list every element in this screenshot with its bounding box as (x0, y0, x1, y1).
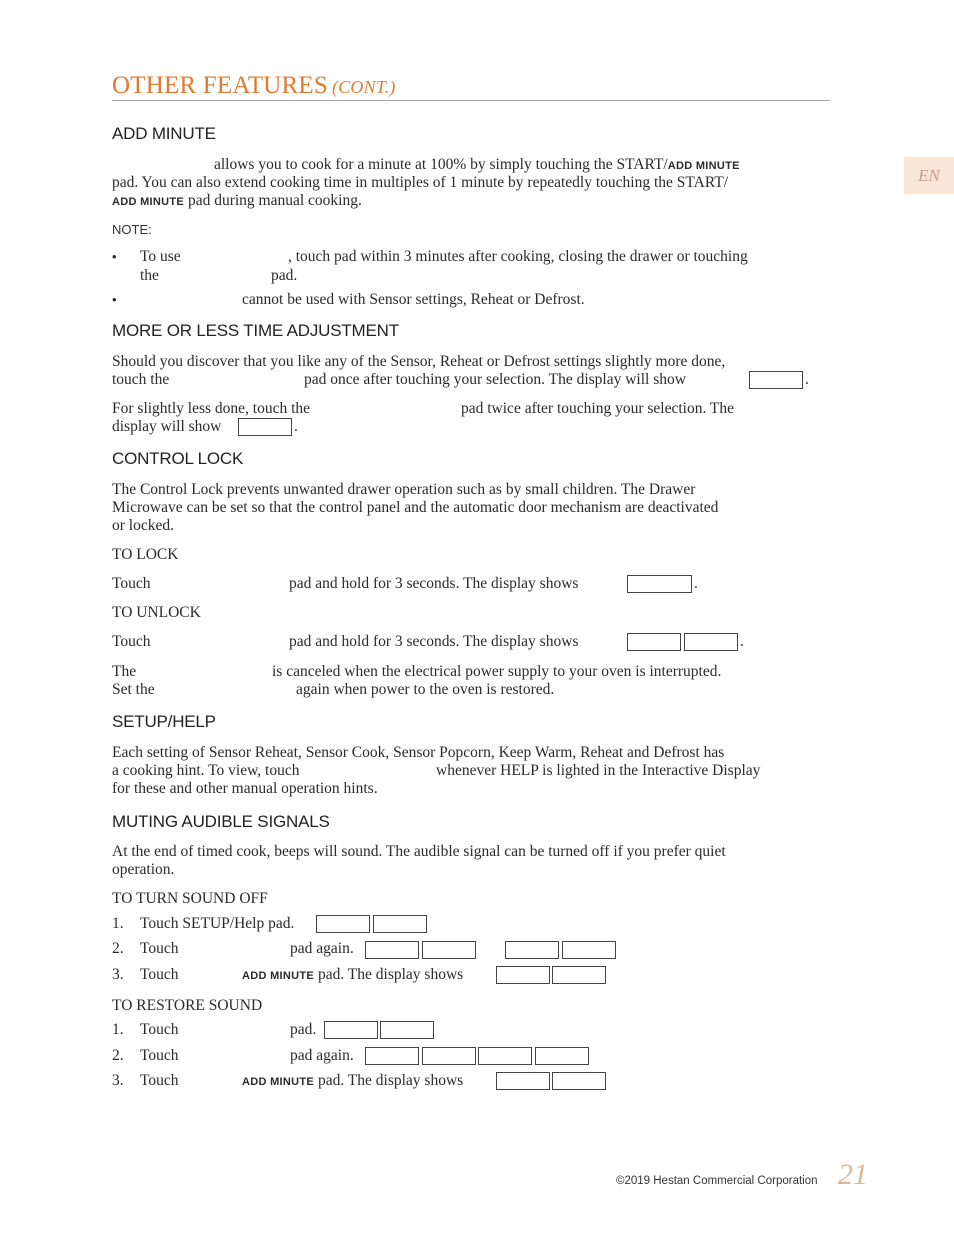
muting-text: At the end of timed cook, beeps will sound. The audible signal can be turned off if you prefer quiet (112, 843, 726, 860)
setup-help-heading: SETUP/HELP (112, 712, 216, 731)
control-lock-text: Touch (112, 633, 151, 650)
step-text: pad. (290, 1021, 317, 1038)
period: . (740, 633, 744, 650)
period: . (294, 418, 298, 435)
display-box (505, 941, 559, 959)
bullet: • (112, 292, 117, 307)
display-box (627, 575, 692, 593)
control-lock-text: again when power to the oven is restored. (296, 681, 555, 698)
period: . (805, 371, 809, 388)
display-box (238, 418, 292, 436)
setup-help-text: for these and other manual operation hints. (112, 780, 378, 797)
more-less-text: display will show (112, 418, 222, 435)
step-text: pad again. (290, 940, 354, 957)
control-lock-text: Microwave can be set so that the control panel and the automatic door mechanism are deactivated (112, 499, 719, 516)
display-box (496, 966, 550, 984)
more-less-text: Should you discover that you like any of the Sensor, Reheat or Defrost settings slightly more done, (112, 353, 726, 370)
display-box (422, 941, 476, 959)
step-text: Touch (140, 940, 179, 957)
control-lock-text: pad and hold for 3 seconds. The display shows (289, 575, 579, 592)
display-box (422, 1047, 476, 1065)
control-lock-heading: CONTROL LOCK (112, 449, 244, 468)
page-title: OTHER FEATURES (CONT.) (112, 72, 396, 99)
display-box (749, 371, 803, 389)
muting-text: operation. (112, 861, 175, 878)
step-text: Touch SETUP/Help pad. (140, 915, 295, 932)
display-box (552, 966, 606, 984)
step-text: Touch (140, 966, 179, 983)
step-text: ADD MINUTE pad. The display shows (242, 966, 464, 983)
add-minute-text: ADD MINUTE pad during manual cooking. (112, 192, 362, 209)
display-box (365, 941, 419, 959)
display-box (562, 941, 616, 959)
display-box (316, 915, 370, 933)
to-lock-label: TO LOCK (112, 546, 179, 563)
more-less-text: For slightly less done, touch the (112, 400, 311, 417)
display-box (684, 633, 738, 651)
sound-off-label: TO TURN SOUND OFF (112, 890, 268, 907)
control-lock-text: Set the (112, 681, 155, 698)
step-text: Touch (140, 1047, 179, 1064)
language-tab: EN (904, 157, 954, 194)
more-less-text: pad once after touching your selection. The display will show (304, 371, 686, 388)
setup-help-text: a cooking hint. To view, touch (112, 762, 300, 779)
display-box (478, 1047, 532, 1065)
title-rule (112, 100, 830, 101)
control-lock-text: or locked. (112, 517, 174, 534)
setup-help-text: whenever HELP is lighted in the Interactive Display (436, 762, 761, 779)
bullet-text: To use (140, 248, 181, 265)
bullet-text: pad. (271, 267, 298, 284)
page-number: 21 (838, 1158, 868, 1191)
add-minute-text: pad. You can also extend cooking time in multiples of 1 minute by repeatedly touching the START/ (112, 174, 729, 191)
step-number: 1. (112, 915, 124, 932)
bullet-text: , touch pad within 3 minutes after cooking, closing the drawer or touching (288, 248, 748, 265)
step-number: 3. (112, 1072, 124, 1089)
note-label: NOTE: (112, 222, 152, 237)
restore-label: TO RESTORE SOUND (112, 997, 263, 1014)
more-less-text: pad twice after touching your selection. The (461, 400, 735, 417)
display-box (380, 1021, 434, 1039)
to-unlock-label: TO UNLOCK (112, 604, 201, 621)
bullet-text: the (140, 267, 159, 284)
period: . (694, 575, 698, 592)
step-text: pad again. (290, 1047, 354, 1064)
control-lock-text: Touch (112, 575, 151, 592)
copyright-footer: ©2019 Hestan Commercial Corporation (616, 1175, 818, 1187)
step-text: Touch (140, 1021, 179, 1038)
setup-help-text: Each setting of Sensor Reheat, Sensor Cook, Sensor Popcorn, Keep Warm, Reheat and Defrost has (112, 744, 725, 761)
control-lock-text: The (112, 663, 137, 680)
add-minute-text: allows you to cook for a minute at 100% by simply touching the START/ADD MINUTE (214, 156, 740, 173)
display-box (535, 1047, 589, 1065)
more-less-heading: MORE OR LESS TIME ADJUSTMENT (112, 321, 399, 340)
muting-heading: MUTING AUDIBLE SIGNALS (112, 812, 330, 831)
step-number: 1. (112, 1021, 124, 1038)
control-lock-text: pad and hold for 3 seconds. The display shows (289, 633, 579, 650)
step-text: ADD MINUTE pad. The display shows (242, 1072, 464, 1089)
display-box (627, 633, 681, 651)
step-number: 2. (112, 940, 124, 957)
step-number: 2. (112, 1047, 124, 1064)
display-box (496, 1072, 550, 1090)
display-box (365, 1047, 419, 1065)
bullet: • (112, 249, 117, 264)
step-text: Touch (140, 1072, 179, 1089)
step-number: 3. (112, 966, 124, 983)
bullet-text: cannot be used with Sensor settings, Reheat or Defrost. (242, 291, 585, 308)
control-lock-text: is canceled when the electrical power supply to your oven is interrupted. (272, 663, 722, 680)
add-minute-heading: ADD MINUTE (112, 124, 216, 143)
control-lock-text: The Control Lock prevents unwanted drawer operation such as by small children. The Drawer (112, 481, 696, 498)
display-box (552, 1072, 606, 1090)
display-box (373, 915, 427, 933)
more-less-text: touch the (112, 371, 170, 388)
display-box (324, 1021, 378, 1039)
